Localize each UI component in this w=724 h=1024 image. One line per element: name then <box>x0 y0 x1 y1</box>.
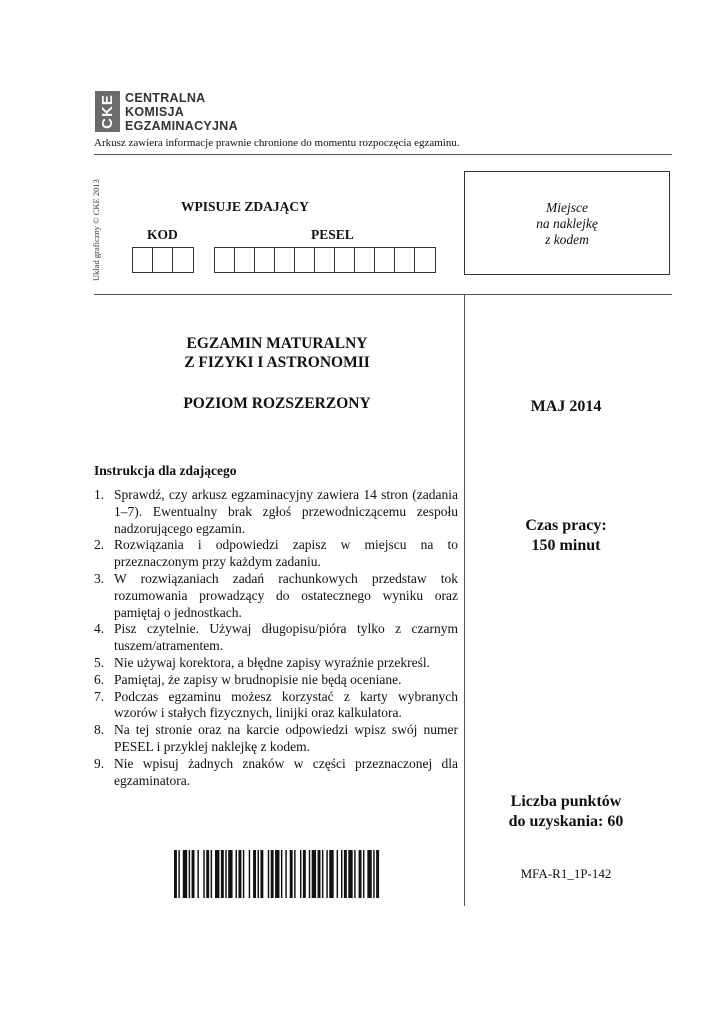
barcode-bar <box>253 850 256 898</box>
exam-title-line-2: Z FIZYKI I ASTRONOMII <box>184 354 370 371</box>
cke-logo-text <box>125 91 238 133</box>
barcode-bar <box>268 850 269 898</box>
barcode-bar <box>211 850 212 898</box>
barcode-bar <box>215 850 219 898</box>
pesel-box[interactable] <box>355 248 375 272</box>
pesel-box[interactable] <box>335 248 355 272</box>
barcode-bar <box>225 850 226 898</box>
barcode-bar <box>359 850 362 898</box>
barcode-sticker-area <box>464 171 670 275</box>
barcode-bar <box>238 850 241 898</box>
barcode-bar <box>197 850 198 898</box>
list-item: 4. Pisz czytelnie. Używaj długopisu/pióra tylko z czarnym tuszem/atramentem. <box>94 621 458 654</box>
pesel-box[interactable] <box>215 248 235 272</box>
list-item: 8. Na tej stronie oraz na karcie odpowiedzi wpisz swój numer PESEL i przyklej naklejkę z kodem. <box>94 722 458 754</box>
barcode-bar <box>257 850 258 898</box>
barcode-bar <box>312 850 316 898</box>
barcode-bar <box>249 850 250 898</box>
barcode-bar <box>178 850 179 898</box>
exam-title-line-1: EGZAMIN MATURALNY <box>186 335 368 352</box>
header-divider <box>94 154 672 155</box>
pesel-box[interactable] <box>255 248 275 272</box>
barcode-bar <box>174 850 177 898</box>
exam-code: MFA-R1_1P-142 <box>520 866 612 881</box>
sticker-line-1: Miejsce <box>546 200 588 215</box>
list-item: 6. Pamiętaj, że zapisy w brudnopisie nie będą oceniane. <box>94 671 402 687</box>
examinee-heading: WPISUJE ZDAJĄCY <box>181 199 309 214</box>
logo-line-2: KOMISJA <box>125 105 185 119</box>
barcode-bar <box>192 850 195 898</box>
barcode-bar <box>344 850 347 898</box>
kod-input-boxes[interactable] <box>132 247 194 273</box>
barcode-bar <box>228 850 232 898</box>
barcode-bar <box>303 850 306 898</box>
kod-label: KOD <box>147 227 178 242</box>
cke-logo-mark <box>95 91 120 132</box>
barcode-bar <box>281 850 282 898</box>
points-value: do uzyskania: 60 <box>508 813 624 830</box>
logo-line-1: CENTRALNA <box>125 91 206 105</box>
logo-mark-text: CKE <box>99 94 116 129</box>
barcode-bar <box>326 850 327 898</box>
barcode-bar <box>300 850 301 898</box>
barcode-bar <box>290 850 293 898</box>
barcode-bar <box>236 850 237 898</box>
pesel-box[interactable] <box>415 248 435 272</box>
barcode-bar <box>354 850 355 898</box>
list-item: 5. Nie używaj korektora, a błędne zapisy wyraźnie przekreśl. <box>94 654 430 670</box>
pesel-input-boxes[interactable] <box>214 247 436 273</box>
barcode-bar <box>329 850 333 898</box>
section-divider <box>94 294 672 295</box>
list-item: 9. Nie wpisuj żadnych znaków w części przeznaczonej dla egzaminatora. <box>94 755 458 788</box>
barcode-bar <box>285 850 286 898</box>
barcode-bar <box>275 850 279 898</box>
pesel-box[interactable] <box>235 248 255 272</box>
exam-level: POZIOM ROZSZERZONY <box>183 395 371 412</box>
instructions-heading: Instrukcja dla zdającego <box>94 463 237 478</box>
barcode-image <box>174 850 382 898</box>
barcode-bar <box>341 850 342 898</box>
sticker-line-3: z kodem <box>545 232 589 247</box>
barcode-bar <box>367 850 371 898</box>
logo-line-3: EGZAMINACYJNA <box>125 119 238 133</box>
list-item: 3. W rozwiązaniach zadań rachunkowych przedstaw tok rozumowania prowadzący do ostatecznego wyniku oraz pamiętaj o jednostkach. <box>94 570 458 620</box>
time-value: 150 minut <box>531 537 601 554</box>
barcode-bar <box>322 850 323 898</box>
points-label: Liczba punktów <box>510 793 622 810</box>
pesel-box[interactable] <box>315 248 335 272</box>
barcode-bar <box>203 850 204 898</box>
pesel-box[interactable] <box>395 248 415 272</box>
barcode-bar <box>363 850 364 898</box>
list-item: 1. Sprawdź, czy arkusz egzaminacyjny zawiera 14 stron (zadania 1–7). Ewentualny brak zgłoś przewodniczącemu zespołu nadzorującego egzamin. <box>94 487 458 536</box>
barcode-bar <box>221 850 224 898</box>
pesel-box[interactable] <box>275 248 295 272</box>
list-item: 7. Podczas egzaminu możesz korzystać z karty wybranych wzorów i stałych fizycznych, linijki oraz kalkulatora. <box>94 688 458 721</box>
barcode-bar <box>183 850 187 898</box>
pesel-label: PESEL <box>311 227 354 242</box>
barcode-bar <box>189 850 190 898</box>
barcode-bar <box>206 850 209 898</box>
barcode-bar <box>309 850 310 898</box>
instructions-list <box>94 487 458 789</box>
kod-box[interactable] <box>133 248 153 272</box>
barcode-bar <box>318 850 321 898</box>
kod-box[interactable] <box>173 248 193 272</box>
column-divider <box>464 294 465 906</box>
confidential-notice: Arkusz zawiera informacje prawnie chronione do momentu rozpoczęcia egzaminu. <box>94 137 460 149</box>
barcode-bar <box>376 850 379 898</box>
pesel-box[interactable] <box>375 248 395 272</box>
barcode-bar <box>260 850 263 898</box>
list-item: 2. Rozwiązania i odpowiedzi zapisz w miejscu na to przeznaczonym przy każdym zadaniu. <box>94 537 458 570</box>
exam-duration <box>466 516 666 556</box>
barcode-bar <box>271 850 274 898</box>
barcode-bar <box>294 850 295 898</box>
barcode-bar <box>337 850 338 898</box>
time-label: Czas pracy: <box>525 517 607 534</box>
exam-date: MAJ 2014 <box>530 398 602 415</box>
barcode-bar <box>373 850 374 898</box>
graphic-credit: Układ graficzny © CKE 2013 <box>91 179 101 281</box>
exam-title <box>94 334 460 372</box>
barcode-bar <box>348 850 352 898</box>
exam-points <box>466 792 666 832</box>
barcode-bar <box>243 850 244 898</box>
kod-box[interactable] <box>153 248 173 272</box>
sticker-line-2: na naklejkę <box>536 216 598 231</box>
pesel-box[interactable] <box>295 248 315 272</box>
